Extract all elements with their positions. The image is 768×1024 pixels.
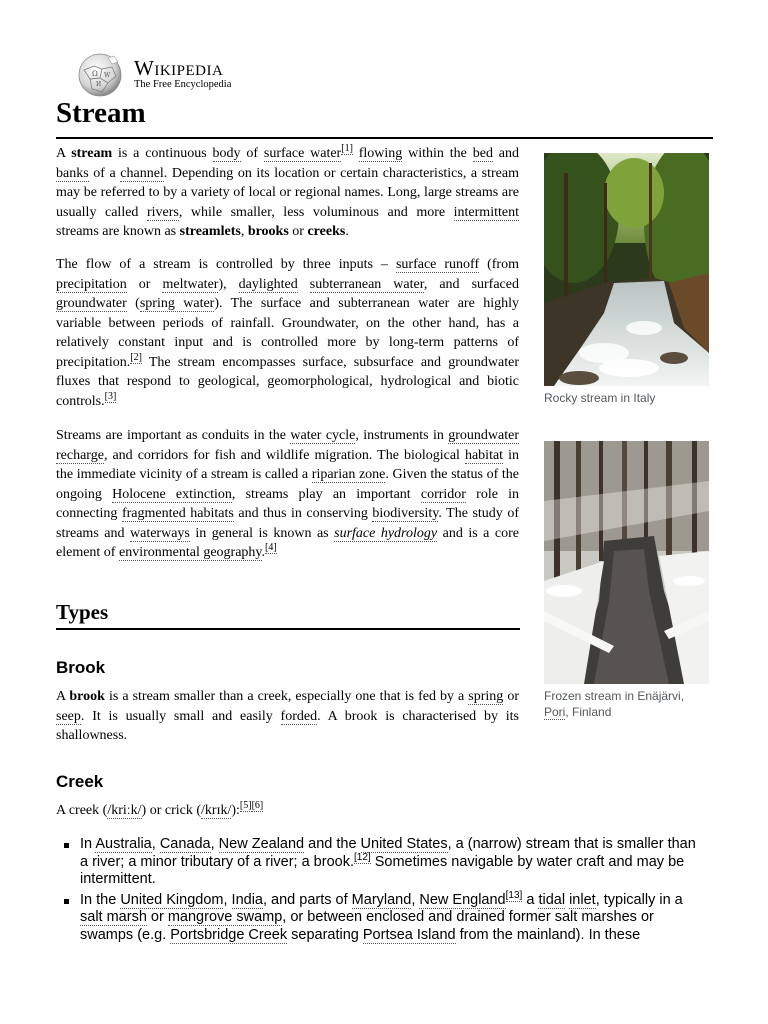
link-salt-marsh[interactable]: salt marsh xyxy=(80,909,147,925)
term-creeks: creeks xyxy=(307,224,346,239)
ref-1[interactable]: [1] xyxy=(341,143,353,155)
bullet-icon xyxy=(64,899,69,904)
link-spring[interactable]: spring xyxy=(468,689,504,704)
link-body[interactable]: body xyxy=(212,146,241,161)
intro-paragraph-2: The flow of a stream is controlled by three inputs – surface runoff (from precipitation or meltwater), daylighted subterranean water, and surfaced groundwater (spring water). The surface and subterranean water are highly variable between periods of rainfall. Groundwater, on the other hand, has a relatively constant input and is controlled more by long-term patterns of precipitation.[2] The stream encompasses surface, subsurface and groundwater fluxes that respond to geological, geomorphological, hydrological and biotic controls.[3] xyxy=(56,257,519,409)
frozen-stream-image[interactable] xyxy=(544,441,709,684)
ref-6[interactable]: [6] xyxy=(251,800,264,812)
ref-3[interactable]: [3] xyxy=(104,390,117,402)
link-fragmented-habitats[interactable]: fragmented habitats xyxy=(121,506,234,521)
intro-paragraph-3: Streams are important as conduits in the water cycle, instruments in groundwater recharge, and corridors for fish and wildlife migration. The biological habitat in the immediate vicinity of a stream is called a riparian zone. Given the status of the ongoing Holocene extinction, streams play an important corridor role in connecting fragmented habitats and thus in conserving biodiversity. The study of streams and waterways in general is known as surface hydrology and is a core element of environmental geography.[4] xyxy=(56,428,520,560)
link-waterways[interactable]: waterways xyxy=(130,525,190,541)
link-seep[interactable]: seep xyxy=(56,708,81,724)
list-item: In the United Kingdom, India, and parts of Maryland, New England[13] a tidal inlet, typically in a salt marsh or mangrove swamp, or between enclosed and drained former salt marshes or swamps (e.g. Portsbridge Creek separating Portsea Island from the mainland). In these xyxy=(56,892,706,945)
link-biodiversity[interactable]: biodiversity xyxy=(372,506,439,521)
svg-text:И: И xyxy=(96,81,102,88)
link-inlet[interactable]: inlet xyxy=(569,891,596,908)
link-united-kingdom[interactable]: United Kingdom xyxy=(120,891,224,908)
link-united-states[interactable]: United States xyxy=(360,836,448,852)
link-spring-water[interactable]: spring water xyxy=(139,296,215,311)
link-flowing[interactable]: flowing xyxy=(358,146,403,161)
term-streamlets: streamlets xyxy=(179,224,241,239)
link-forded[interactable]: forded xyxy=(280,708,318,724)
link-corridor[interactable]: corridor xyxy=(420,486,466,502)
figure-rocky-stream xyxy=(544,153,710,406)
link-portsbridge-creek[interactable]: Portsbridge Creek xyxy=(170,926,288,943)
rocky-stream-image[interactable] xyxy=(544,153,709,386)
term-brook: brook xyxy=(69,689,105,704)
ref-12[interactable]: [12] xyxy=(354,851,371,863)
svg-text:W: W xyxy=(104,72,111,79)
link-new-zealand[interactable]: New Zealand xyxy=(218,836,305,852)
link-channel[interactable]: channel xyxy=(120,165,164,181)
creek-pronunciation: A creek (/kriːk/) or crick (/krɪk/):[5][6] xyxy=(56,800,264,818)
ipa-kriik[interactable]: /kriːk/ xyxy=(107,803,142,818)
link-habitat[interactable]: habitat xyxy=(464,447,504,463)
link-maryland[interactable]: Maryland xyxy=(351,891,412,908)
subsection-heading-creek: Creek xyxy=(56,772,104,791)
term-brooks: brooks xyxy=(247,224,289,239)
ref-5[interactable]: [5] xyxy=(239,800,252,812)
link-tidal[interactable]: tidal xyxy=(538,891,566,908)
link-water-cycle[interactable]: water cycle xyxy=(290,428,356,443)
figure-frozen-stream xyxy=(544,441,710,720)
ipa-krik[interactable]: /krɪk/ xyxy=(201,803,232,818)
link-mangrove-swamp[interactable]: mangrove swamp xyxy=(167,909,283,925)
link-meltwater[interactable]: meltwater xyxy=(162,276,219,292)
bullet-icon xyxy=(64,843,69,848)
ref-4[interactable]: [4] xyxy=(265,542,277,554)
link-portsea-island[interactable]: Portsea Island xyxy=(362,926,456,943)
creek-definitions-list xyxy=(56,836,706,947)
title-divider xyxy=(56,137,713,139)
link-australia[interactable]: Australia xyxy=(95,836,152,852)
site-wordmark: Wikipedia xyxy=(134,56,224,80)
link-surface-water[interactable]: surface water xyxy=(263,146,342,161)
link-rivers[interactable]: rivers xyxy=(146,204,179,220)
brook-paragraph: A brook is a stream smaller than a creek, especially one that is fed by a spring or seep. It is usually small and easily forded. A brook is characterised by its shallowness. xyxy=(56,689,520,743)
svg-text:Ω: Ω xyxy=(92,70,98,78)
link-holocene-extinction[interactable]: Holocene extinction xyxy=(112,486,232,502)
term-stream: stream xyxy=(71,146,113,161)
link-surface-runoff[interactable]: surface runoff xyxy=(395,257,480,272)
wikipedia-globe-icon xyxy=(74,52,126,98)
link-intermittent[interactable]: intermittent xyxy=(453,204,519,220)
site-tagline: The Free Encyclopedia xyxy=(134,79,232,90)
link-bed[interactable]: bed xyxy=(472,146,493,161)
intro-paragraph-1: A stream is a continuous body of surface water[1] flowing within the bed and banks of a channel. Depending on its location or certain characteristics, a stream may be referred to by a variety of local or regional names. Long, large streams are usually called rivers, while smaller, less voluminous and more intermittent streams are known as streamlets, brooks or creeks. xyxy=(56,143,520,239)
section-heading-types: Types xyxy=(56,600,109,624)
link-canada[interactable]: Canada xyxy=(159,836,211,852)
link-subterranean-water[interactable]: subterranean water xyxy=(309,276,424,292)
ref-2[interactable]: [2] xyxy=(130,351,142,363)
link-precipitation[interactable]: precipitation xyxy=(56,276,127,292)
link-surface-hydrology[interactable]: surface hydrology xyxy=(334,525,438,541)
link-banks[interactable]: banks xyxy=(56,165,89,181)
section-divider xyxy=(56,628,520,630)
link-daylighted[interactable]: daylighted xyxy=(238,276,298,292)
link-environmental-geography[interactable]: environmental geography xyxy=(118,545,262,560)
link-pori[interactable]: Pori xyxy=(544,705,566,719)
link-groundwater[interactable]: groundwater xyxy=(56,296,127,311)
ref-13[interactable]: [13] xyxy=(505,889,523,901)
page-title: Stream xyxy=(56,97,146,129)
wikipedia-logo[interactable] xyxy=(74,52,274,100)
figure-caption: Rocky stream in Italy xyxy=(544,391,656,405)
link-new-england[interactable]: New England xyxy=(419,891,506,908)
link-india[interactable]: India xyxy=(231,891,263,908)
figure-caption: Frozen stream in Enäjärvi, Pori, Finland xyxy=(544,689,685,719)
subsection-heading-brook: Brook xyxy=(56,658,106,677)
list-item: In Australia, Canada, New Zealand and the United States, a (narrow) stream that is smaller than a river; a minor tributary of a river; a brook.[12] Sometimes navigable by water craft and may be intermittent. xyxy=(56,836,706,889)
link-riparian-zone[interactable]: riparian zone xyxy=(311,467,386,482)
link-groundwater-recharge[interactable]: groundwater recharge xyxy=(56,428,519,463)
